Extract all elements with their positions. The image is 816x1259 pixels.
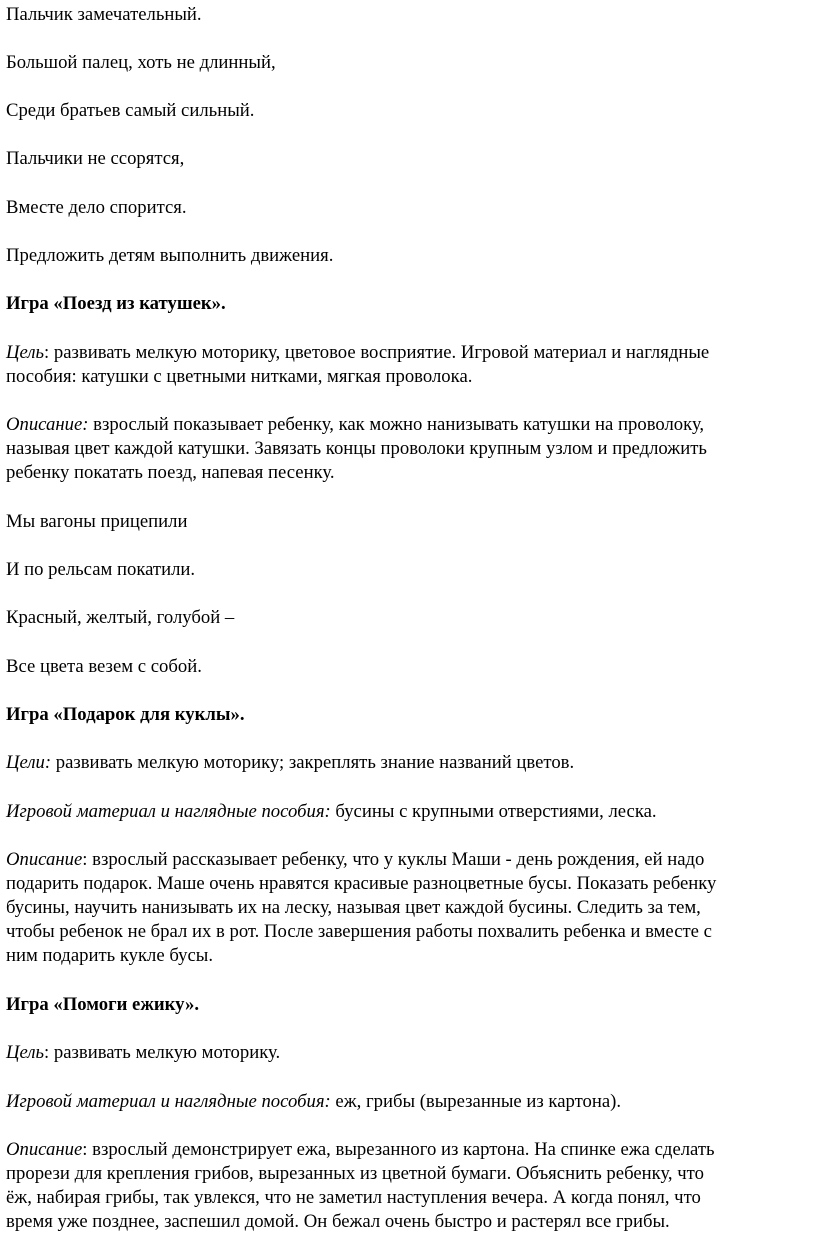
- goal-paragraph: [6, 1041, 280, 1065]
- description-text: подарить подарок. Маше очень нравятся красивые разноцветные бусы. Показать ребенку: [6, 873, 717, 894]
- poem-line: И по рельсам покатили.: [6, 559, 196, 580]
- material-text: еж, грибы (вырезанные из картона).: [330, 1091, 622, 1112]
- description-text: чтобы ребенок не брал их в рот. После завершения работы похвалить ребенка и вместе с: [6, 921, 712, 942]
- description-text: ребенку покатать поезд, напевая песенку.: [6, 462, 335, 483]
- description-label: Описание: [6, 849, 83, 870]
- poem-line: Вместе дело спорится.: [6, 197, 187, 218]
- description-paragraph: [6, 848, 704, 872]
- instruction-text: Предложить детям выполнить движения.: [6, 245, 334, 266]
- description-label: Описание:: [6, 414, 89, 435]
- poem-line: Красный, желтый, голубой –: [6, 607, 235, 628]
- material-label: Игровой материал и наглядные пособия:: [6, 801, 331, 822]
- material-label: Игровой материал и наглядные пособия:: [6, 1091, 331, 1112]
- goal-text: : развивать мелкую моторику.: [43, 1042, 281, 1063]
- description-text: прорези для крепления грибов, вырезанных из цветной бумаги. Объяснить ребенку, что: [6, 1163, 704, 1184]
- poem-line: Пальчики не ссорятся,: [6, 148, 185, 169]
- material-paragraph: [6, 1090, 621, 1114]
- material-text: бусины с крупными отверстиями, леска.: [330, 801, 657, 822]
- description-paragraph: [6, 413, 704, 437]
- material-paragraph: [6, 800, 657, 824]
- goal-paragraph: [6, 341, 709, 365]
- poem-line: Пальчик замечательный.: [6, 4, 202, 25]
- game-title: Игра «Помоги ежику».: [6, 994, 199, 1015]
- poem-line: Большой палец, хоть не длинный,: [6, 52, 276, 73]
- description-text: бусины, научить нанизывать их на леску, называя цвет каждой бусины. Следить за тем,: [6, 897, 701, 918]
- description-label: Описание: [6, 1139, 83, 1160]
- description-text: ним подарить кукле бусы.: [6, 945, 214, 966]
- goal-label: Цель: [6, 342, 44, 363]
- game-title: Игра «Подарок для куклы».: [6, 704, 245, 725]
- goals-paragraph: [6, 751, 574, 775]
- description-text: время уже позднее, заспешил домой. Он бежал очень быстро и растерял все грибы.: [6, 1211, 670, 1232]
- goals-text: развивать мелкую моторику; закреплять знание названий цветов.: [51, 752, 575, 773]
- poem-line: Среди братьев самый сильный.: [6, 100, 255, 121]
- description-text: : взрослый демонстрирует ежа, вырезанного из картона. На спинке ежа сделать: [82, 1139, 715, 1160]
- goal-text: пособия: катушки с цветными нитками, мягкая проволока.: [6, 366, 473, 387]
- description-text: называя цвет каждой катушки. Завязать концы проволоки крупным узлом и предложить: [6, 438, 707, 459]
- poem-line: Все цвета везем с собой.: [6, 656, 202, 677]
- description-paragraph: [6, 1138, 715, 1162]
- goal-text: : развивать мелкую моторику, цветовое восприятие. Игровой материал и наглядные: [43, 342, 710, 363]
- game-title: Игра «Поезд из катушек».: [6, 293, 226, 314]
- goal-label: Цель: [6, 1042, 44, 1063]
- description-text: ёж, набирая грибы, так увлекся, что не заметил наступления вечера. А когда понял, что: [6, 1187, 701, 1208]
- goals-label: Цели:: [6, 752, 52, 773]
- description-text: взрослый показывает ребенку, как можно нанизывать катушки на проволоку,: [88, 414, 705, 435]
- poem-line: Мы вагоны прицепили: [6, 511, 188, 532]
- description-text: : взрослый рассказывает ребенку, что у куклы Маши - день рождения, ей надо: [82, 849, 705, 870]
